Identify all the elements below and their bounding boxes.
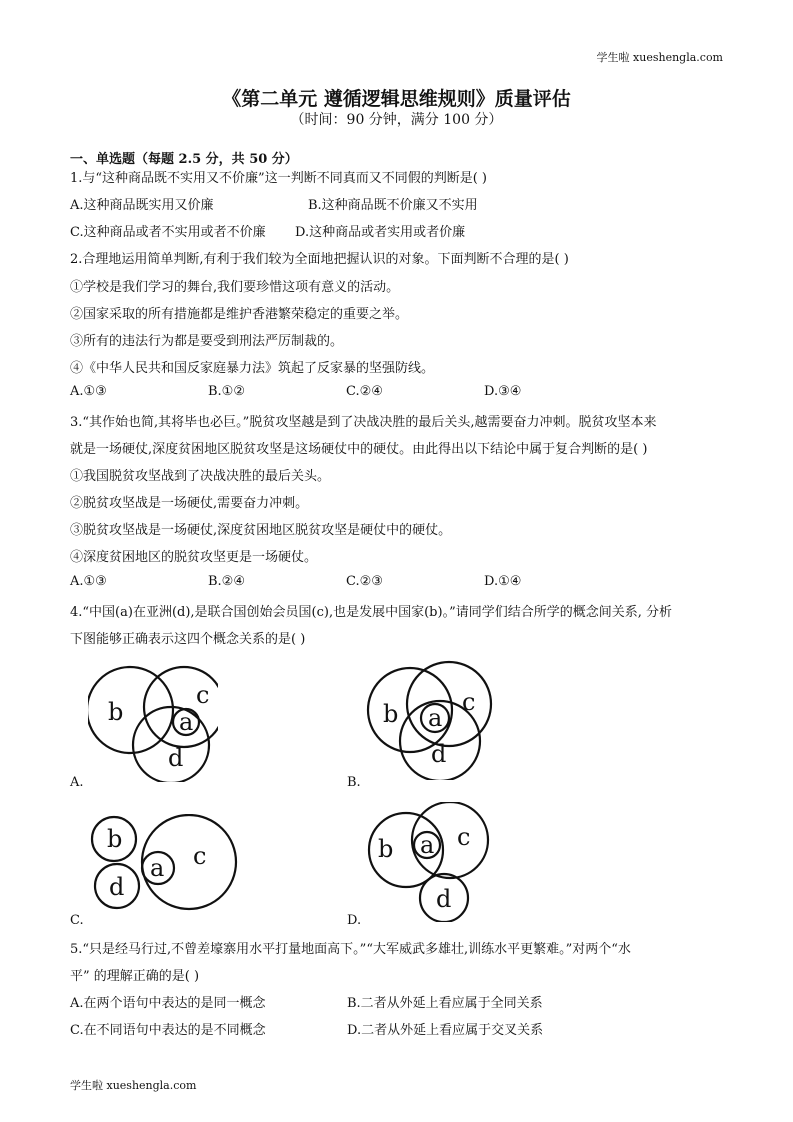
venn-a-label-b: b xyxy=(108,698,124,726)
q4-option-d: D. xyxy=(347,913,362,928)
venn-diagram-b xyxy=(365,660,495,780)
venn-b-label-c: c xyxy=(462,688,476,716)
q3-item-2: ②脱贫攻坚战是一场硬仗,需要奋力冲刺。 xyxy=(70,496,309,511)
q2-item-2: ②国家采取的所有措施都是维护香港繁荣稳定的重要之举。 xyxy=(70,307,409,322)
venn-d-label-b: b xyxy=(378,835,394,863)
venn-c-label-c: c xyxy=(193,842,207,870)
q5-option-c: C.在不同语句中表达的是不同概念 xyxy=(70,1023,266,1038)
q1-option-c: C.这种商品或者不实用或者不价廉 xyxy=(70,225,266,240)
q2-option-b: B.①② xyxy=(208,384,245,399)
venn-diagram-c xyxy=(88,814,248,914)
q1-stem: 1.与“这种商品既不实用又不价廉”这一判断不同真而又不同假的判断是( ) xyxy=(70,171,487,186)
venn-c-label-d: d xyxy=(109,873,125,901)
venn-diagram-a xyxy=(88,662,218,782)
document-subtitle: （时间：90 分钟，满分 100 分） xyxy=(290,112,503,128)
q3-option-c: C.②③ xyxy=(346,574,383,589)
venn-d-label-d: d xyxy=(436,885,452,913)
q5-stem-line-1: 5.“只是经马行过,不曾差壕寨用水平打量地面高下。”“大军威武多雄壮,训练水平更繁难。”对两个“水 xyxy=(70,942,631,957)
q4-stem-line-1: 4.“中国(a)在亚洲(d),是联合国创始会员国(c),也是发展中国家(b)。”请同学们结合所学的概念间关系, 分析 xyxy=(70,605,672,620)
q2-stem: 2.合理地运用简单判断,有利于我们较为全面地把握认识的对象。下面判断不合理的是( ) xyxy=(70,252,569,267)
q1-option-b: B.这种商品既不价廉又不实用 xyxy=(308,198,478,213)
q2-item-1: ①学校是我们学习的舞台,我们要珍惜这项有意义的活动。 xyxy=(70,280,400,295)
q5-option-b: B.二者从外延上看应属于全同关系 xyxy=(347,996,543,1011)
q4-stem-line-2: 下图能够正确表示这四个概念关系的是( ) xyxy=(70,632,306,647)
document-title: 《第二单元 遵循逻辑思维规则》质量评估 xyxy=(222,88,571,110)
header-site: 学生啦 xueshengla.com xyxy=(596,51,723,64)
q5-option-d: D.二者从外延上看应属于交叉关系 xyxy=(347,1023,544,1038)
q3-stem-line-2: 就是一场硬仗,深度贫困地区脱贫攻坚是这场硬仗中的硬仗。由此得出以下结论中属于复合判断的是( ) xyxy=(70,442,648,457)
q5-option-a: A.在两个语句中表达的是同一概念 xyxy=(70,996,266,1011)
venn-a-label-d: d xyxy=(168,744,184,772)
q3-item-4: ④深度贫困地区的脱贫攻坚更是一场硬仗。 xyxy=(70,550,318,565)
q3-item-1: ①我国脱贫攻坚战到了决战决胜的最后关头。 xyxy=(70,469,331,484)
section-heading: 一、单选题（每题 2.5 分，共 50 分） xyxy=(70,152,298,167)
venn-b-label-a: a xyxy=(428,704,443,732)
venn-c-label-b: b xyxy=(107,825,123,853)
q2-item-3: ③所有的违法行为都是要受到刑法严厉制裁的。 xyxy=(70,334,344,349)
q2-item-4: ④《中华人民共和国反家庭暴力法》筑起了反家暴的坚强防线。 xyxy=(70,361,435,376)
q3-option-a: A.①③ xyxy=(70,574,107,589)
footer-site: 学生啦 xueshengla.com xyxy=(70,1079,197,1092)
venn-c-label-a: a xyxy=(150,854,165,882)
q4-option-b: B. xyxy=(347,775,361,790)
q1-option-d: D.这种商品或者实用或者价廉 xyxy=(295,225,466,240)
q3-option-d: D.①④ xyxy=(484,574,522,589)
q5-stem-line-2: 平” 的理解正确的是( ) xyxy=(70,969,200,984)
venn-diagram-d xyxy=(364,802,494,922)
q3-stem-line-1: 3.“其作始也简,其将毕也必巨。”脱贫攻坚越是到了决战决胜的最后关头,越需要奋力冲刺。脱贫攻坚本来 xyxy=(70,415,657,430)
q1-option-a: A.这种商品既实用又价廉 xyxy=(70,198,214,213)
venn-d-label-c: c xyxy=(457,823,471,851)
q2-option-d: D.③④ xyxy=(484,384,522,399)
q2-option-c: C.②④ xyxy=(346,384,383,399)
q2-option-a: A.①③ xyxy=(70,384,107,399)
q4-option-c: C. xyxy=(70,913,84,928)
venn-a-label-a: a xyxy=(179,708,194,736)
q3-item-3: ③脱贫攻坚战是一场硬仗,深度贫困地区脱贫攻坚是硬仗中的硬仗。 xyxy=(70,523,452,538)
venn-b-label-d: d xyxy=(431,740,447,768)
venn-a-label-c: c xyxy=(196,681,210,709)
q4-option-a: A. xyxy=(70,775,84,790)
venn-d-label-a: a xyxy=(420,831,435,859)
venn-b-label-b: b xyxy=(383,700,399,728)
q3-option-b: B.②④ xyxy=(208,574,245,589)
